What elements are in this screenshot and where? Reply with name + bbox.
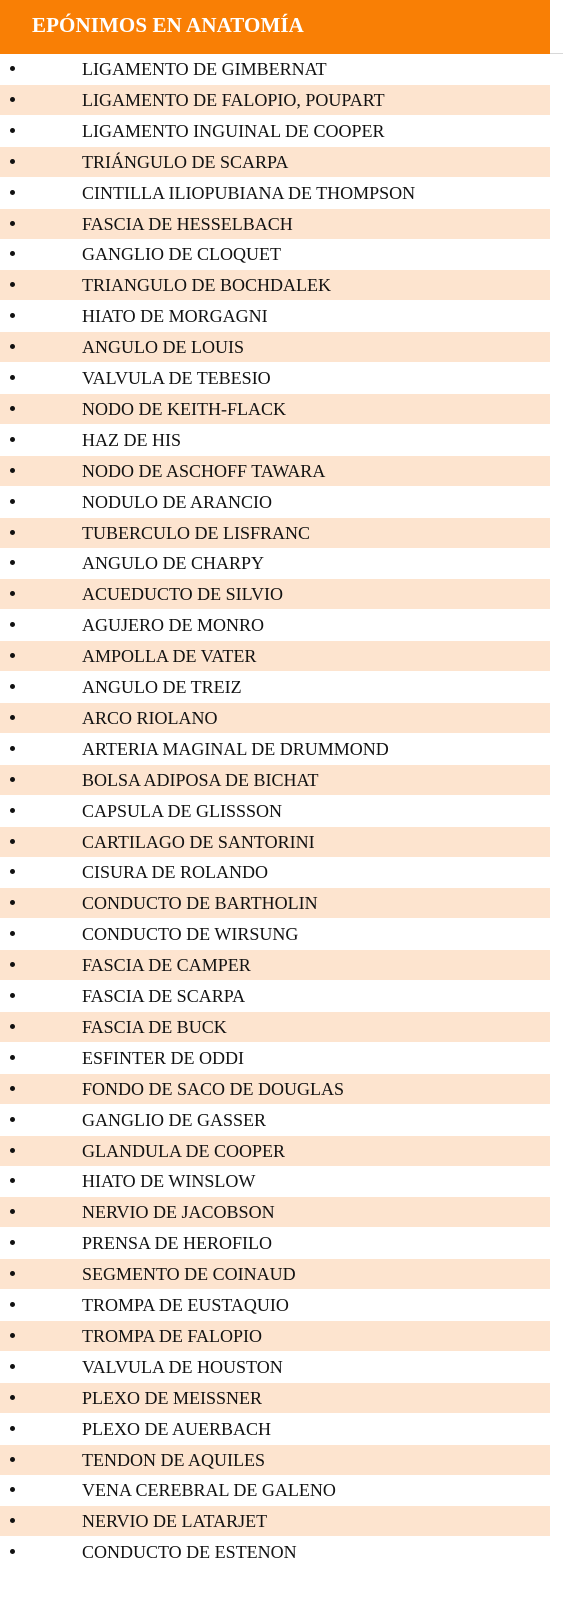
- list-item: [0, 116, 550, 146]
- list-item: [0, 1197, 550, 1227]
- list-item-label: GANGLIO DE CLOQUET: [82, 244, 281, 265]
- list-item: [0, 332, 550, 362]
- list-item-label: LIGAMENTO INGUINAL DE COOPER: [82, 120, 385, 141]
- list-item: [0, 178, 550, 208]
- list-item: [0, 1259, 550, 1289]
- list-item: [0, 1074, 550, 1104]
- list-item: [0, 487, 550, 517]
- list-item-label: SEGMENTO DE COINAUD: [82, 1264, 296, 1285]
- bullet-icon: [10, 251, 15, 256]
- bullet-icon: [10, 1024, 15, 1029]
- list-item: [0, 672, 550, 702]
- bullet-icon: [10, 468, 15, 473]
- list-item-label: TRIANGULO DE BOCHDALEK: [82, 275, 331, 296]
- bullet-icon: [10, 715, 15, 720]
- list-item: [0, 363, 550, 393]
- bullet-icon: [10, 1457, 15, 1462]
- list-item: [0, 548, 550, 578]
- list-item: [0, 1475, 550, 1505]
- bullet-icon: [10, 406, 15, 411]
- list-item: [0, 239, 550, 269]
- list-item: [0, 1012, 550, 1042]
- list-item-label: GANGLIO DE GASSER: [82, 1109, 266, 1130]
- bullet-icon: [10, 190, 15, 195]
- list-item: [0, 394, 550, 424]
- list-item: [0, 1228, 550, 1258]
- header: [0, 0, 563, 54]
- list-item: [0, 1290, 550, 1320]
- list-item-label: FASCIA DE CAMPER: [82, 955, 251, 976]
- list-item-label: NERVIO DE JACOBSON: [82, 1202, 275, 1223]
- bullet-icon: [10, 962, 15, 967]
- list-item: [0, 147, 550, 177]
- bullet-icon: [10, 839, 15, 844]
- list-item: [0, 1383, 550, 1413]
- list-item-label: FASCIA DE BUCK: [82, 1016, 227, 1037]
- list-item: [0, 1414, 550, 1444]
- list-item: [0, 1043, 550, 1073]
- bullet-icon: [10, 1240, 15, 1245]
- list-item-label: ANGULO DE LOUIS: [82, 337, 244, 358]
- list-item-label: LIGAMENTO DE FALOPIO, POUPART: [82, 89, 385, 110]
- list-item-label: TRIÁNGULO DE SCARPA: [82, 151, 289, 172]
- list-item-label: TROMPA DE EUSTAQUIO: [82, 1295, 289, 1315]
- list-item-label: CARTILAGO DE SANTORINI: [82, 831, 315, 852]
- list-item-label: TROMPA DE FALOPIO: [82, 1325, 263, 1346]
- list-item: [0, 301, 550, 331]
- bullet-icon: [10, 1148, 15, 1153]
- list-item-label: CONDUCTO DE BARTHOLIN: [82, 893, 318, 914]
- bullet-icon: [10, 1209, 15, 1214]
- bullet-icon: [10, 159, 15, 164]
- list-item: [0, 54, 550, 84]
- list-item-label: VALVULA DE HOUSTON: [82, 1356, 283, 1377]
- list-item-label: GLANDULA DE COOPER: [82, 1140, 286, 1161]
- bullet-icon: [10, 1364, 15, 1369]
- list-item: [0, 796, 550, 826]
- list-item: [0, 703, 550, 733]
- bullet-icon: [10, 560, 15, 565]
- bullet-icon: [10, 931, 15, 936]
- list-item: [0, 456, 550, 486]
- page-title: EPÓNIMOS EN ANATOMÍA: [32, 13, 304, 37]
- list-item: [0, 765, 550, 795]
- bullet-icon: [10, 1549, 15, 1554]
- bullet-icon: [10, 66, 15, 71]
- list-item-label: TUBERCULO DE LISFRANC: [82, 522, 311, 543]
- bullet-icon: [10, 128, 15, 133]
- list-item: [0, 518, 550, 548]
- list-item-label: AMPOLLA DE VATER: [82, 646, 257, 667]
- list-item-label: CINTILLA ILIOPUBIANA DE THOMPSON: [82, 182, 416, 203]
- list-item-label: PLEXO DE AUERBACH: [82, 1418, 272, 1439]
- list-item: [0, 1352, 550, 1382]
- list-item: [0, 85, 550, 115]
- bullet-icon: [10, 1333, 15, 1338]
- list-item-label: ACUEDUCTO DE SILVIO: [82, 584, 284, 605]
- list-item: [0, 425, 550, 455]
- list-item-label: ANGULO DE CHARPY: [82, 553, 265, 574]
- list-item: [0, 950, 550, 980]
- list-item: [0, 1445, 550, 1475]
- bullet-icon: [10, 499, 15, 504]
- list-item: [0, 1537, 550, 1567]
- list-item-label: ARTERIA MAGINAL DE DRUMMOND: [82, 738, 389, 759]
- list-item-label: HAZ DE HIS: [82, 429, 181, 450]
- list-item-label: VENA CEREBRAL DE GALENO: [82, 1480, 336, 1501]
- list-item-label: AGUJERO DE MONRO: [82, 615, 265, 636]
- bullet-icon: [10, 653, 15, 658]
- list-item-label: CONDUCTO DE WIRSUNG: [82, 924, 299, 945]
- list-item: [0, 610, 550, 640]
- bullet-icon: [10, 97, 15, 102]
- bullet-icon: [10, 1055, 15, 1060]
- bullet-icon: [10, 221, 15, 226]
- bullet-icon: [10, 993, 15, 998]
- list-item-label: FONDO DE SACO DE DOUGLAS: [82, 1078, 345, 1099]
- list-item: [0, 1136, 550, 1166]
- list-item-label: ESFINTER DE ODDI: [82, 1047, 244, 1068]
- bullet-icon: [10, 282, 15, 287]
- bullet-icon: [10, 344, 15, 349]
- list-item-label: LIGAMENTO DE GIMBERNAT: [82, 59, 327, 79]
- list-item-label: FASCIA DE HESSELBACH: [82, 213, 293, 234]
- list-item: [0, 641, 550, 671]
- bullet-icon: [10, 746, 15, 751]
- list-item-label: CONDUCTO DE ESTENON: [82, 1542, 297, 1563]
- bullet-icon: [10, 1518, 15, 1523]
- list-item-label: ARCO RIOLANO: [82, 707, 218, 728]
- list-item-label: NODULO DE ARANCIO: [82, 491, 272, 512]
- bullet-icon: [10, 1086, 15, 1091]
- list-item-label: NODO DE KEITH-FLACK: [82, 398, 286, 419]
- bullet-icon: [10, 375, 15, 380]
- bullet-icon: [10, 1395, 15, 1400]
- list-item: [0, 1166, 550, 1196]
- list-item: [0, 919, 550, 949]
- bullet-icon: [10, 530, 15, 535]
- list-item: [0, 734, 550, 764]
- bullet-icon: [10, 1302, 15, 1307]
- list-item-label: ANGULO DE TREIZ: [82, 677, 242, 697]
- list-item-label: HIATO DE MORGAGNI: [82, 306, 268, 327]
- bullet-icon: [10, 437, 15, 442]
- list-item: [0, 857, 550, 887]
- list-item-label: FASCIA DE SCARPA: [82, 986, 246, 1006]
- list-item-label: BOLSA ADIPOSA DE BICHAT: [82, 769, 319, 790]
- list-item: [0, 1105, 550, 1135]
- list-item: [0, 270, 550, 300]
- bullet-icon: [10, 591, 15, 596]
- list-item: [0, 1321, 550, 1351]
- list-item-label: NERVIO DE LATARJET: [82, 1511, 268, 1532]
- bullet-icon: [10, 808, 15, 813]
- list-item: [0, 888, 550, 918]
- list-item: [0, 209, 550, 239]
- list-item-label: VALVULA DE TEBESIO: [82, 368, 271, 388]
- bullet-icon: [10, 1271, 15, 1276]
- bullet-icon: [10, 1487, 15, 1492]
- list-item-label: HIATO DE WINSLOW: [82, 1171, 256, 1192]
- list-item: [0, 1506, 550, 1536]
- bullet-icon: [10, 622, 15, 627]
- list-item: [0, 981, 550, 1011]
- list-item-label: PRENSA DE HEROFILO: [82, 1233, 273, 1254]
- bullet-icon: [10, 684, 15, 689]
- bullet-icon: [10, 900, 15, 905]
- list-item-label: TENDON DE AQUILES: [82, 1449, 265, 1470]
- bullet-icon: [10, 1178, 15, 1183]
- bullet-icon: [10, 313, 15, 318]
- list-item-label: PLEXO DE MEISSNER: [82, 1387, 263, 1408]
- list-item: [0, 827, 550, 857]
- bullet-icon: [10, 869, 15, 874]
- bullet-icon: [10, 1426, 15, 1431]
- list-item-label: CISURA DE ROLANDO: [82, 862, 269, 883]
- list-item-label: NODO DE ASCHOFF TAWARA: [82, 460, 326, 481]
- list-item-label: CAPSULA DE GLISSSON: [82, 800, 283, 821]
- bullet-icon: [10, 777, 15, 782]
- list-item: [0, 579, 550, 609]
- bullet-icon: [10, 1117, 15, 1122]
